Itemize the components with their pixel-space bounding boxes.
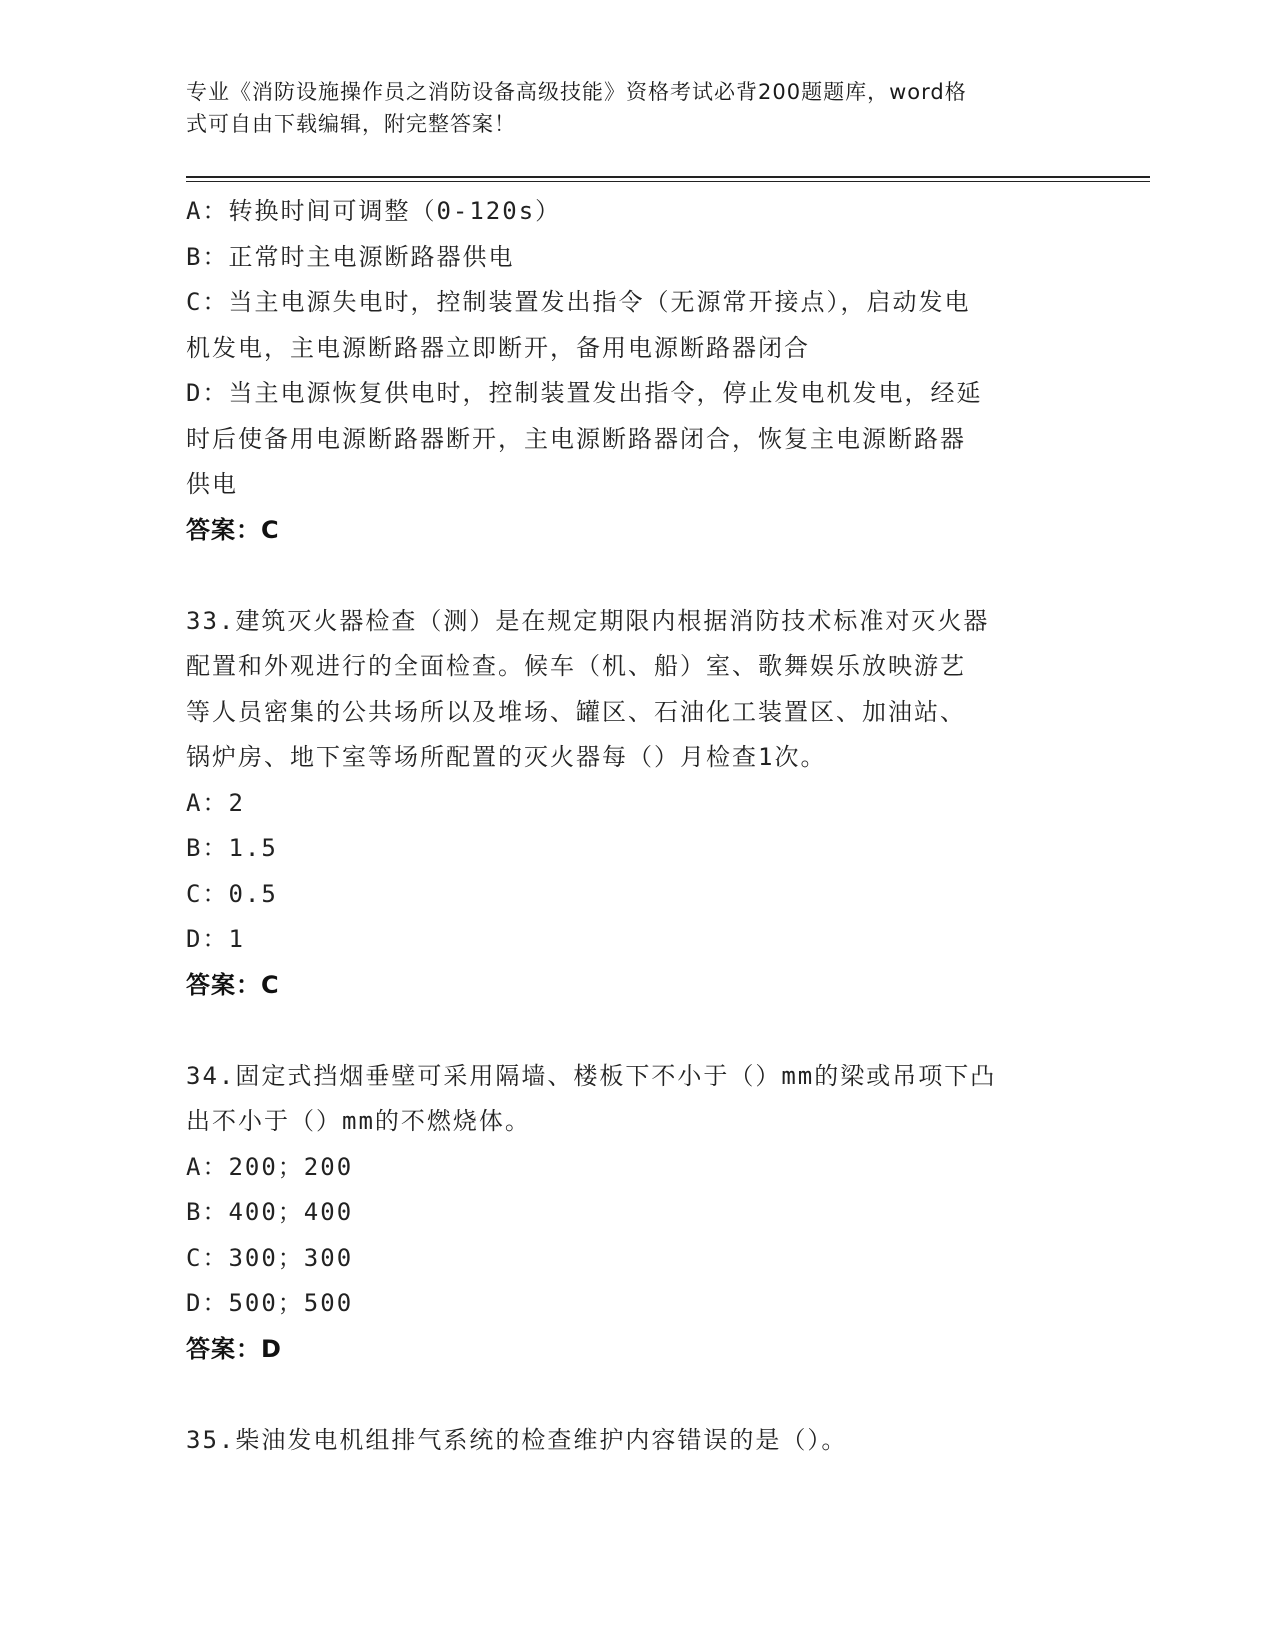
option-c-continued: 机发电，主电源断路器立即断开，备用电源断路器闭合: [186, 333, 810, 362]
option-d: D：当主电源恢复供电时，控制装置发出指令，停止发电机发电，经延: [186, 379, 983, 407]
document-header: [186, 76, 1066, 140]
header-line-2: 式可自由下载编辑，附完整答案！: [186, 112, 516, 136]
answer-line: 答案：D: [186, 1334, 282, 1363]
option-d-continued: 供电: [186, 470, 238, 498]
option-c: C：当主电源失电时，控制装置发出指令（无源常开接点），启动发电: [186, 288, 971, 316]
question-stem: 配置和外观进行的全面检查。候车（机、船）室、歌舞娱乐放映游艺: [186, 652, 966, 680]
option-a: A：200；200: [186, 1152, 354, 1181]
question-stem: 34.固定式挡烟垂壁可采用隔墙、楼板下不小于（）mm的梁或吊项下凸: [186, 1061, 997, 1090]
option-a: A：转换时间可调整（0-120s）: [186, 197, 562, 225]
header-divider-thin: [186, 181, 1150, 182]
option-c: C：0.5: [186, 879, 278, 908]
option-c: C：300；300: [186, 1243, 354, 1272]
question-32: [186, 189, 1086, 553]
header-divider-thick: [186, 176, 1150, 178]
option-b: B：1.5: [186, 834, 278, 862]
question-34: [186, 1054, 1086, 1373]
option-a: A：2: [186, 788, 245, 817]
option-b: B：正常时主电源断路器供电: [186, 242, 515, 271]
question-stem: 33.建筑灭火器检查（测）是在规定期限内根据消防技术标准对灭火器: [186, 606, 990, 635]
question-stem: 出不小于（）mm的不燃烧体。: [186, 1107, 531, 1135]
question-stem: 等人员密集的公共场所以及堆场、罐区、石油化工装置区、加油站、: [186, 697, 966, 726]
question-35: [186, 1418, 1086, 1464]
question-content: [186, 189, 1086, 1463]
option-d-continued: 时后使备用电源断路器断开，主电源断路器闭合，恢复主电源断路器: [186, 424, 966, 453]
option-d: D：500；500: [186, 1289, 354, 1317]
answer-line: 答案：C: [186, 515, 280, 544]
option-d: D：1: [186, 925, 245, 953]
question-stem: 锅炉房、地下室等场所配置的灭火器每（）月检查1次。: [186, 743, 827, 771]
question-stem: 35.柴油发电机组排气系统的检查维护内容错误的是（）。: [186, 1425, 848, 1454]
header-line-1: 专业《消防设施操作员之消防设备高级技能》资格考试必背200题题库，word格: [186, 80, 967, 104]
option-b: B：400；400: [186, 1198, 354, 1226]
answer-line: 答案：C: [186, 970, 280, 999]
question-33: [186, 599, 1086, 1009]
